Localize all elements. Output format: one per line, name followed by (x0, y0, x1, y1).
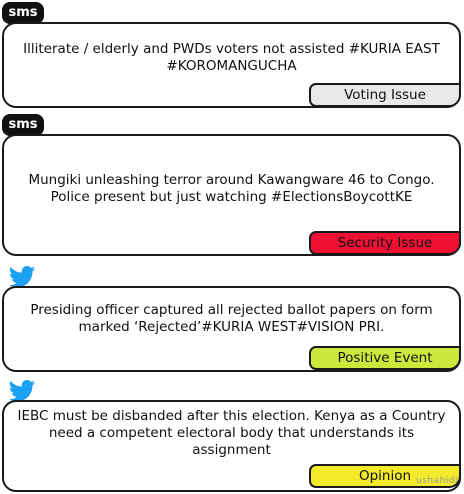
report-card-voting-issue[interactable] (2, 22, 461, 108)
sms-badge-label: sms (2, 114, 44, 136)
report-text: Illiterate / elderly and PWDs voters not assisted #KURIA EAST #KOROMANGUCHA (23, 41, 440, 74)
report-text: IEBC must be disbanded after this election. Kenya as a Country need a competent electoral body that understands its assignment (17, 408, 446, 458)
category-tag-opinion[interactable]: Opinion (309, 464, 461, 488)
report-text: Mungiki unleashing terror around Kawangware 46 to Congo. Police present but just watching #ElectionsBoycottKE (28, 172, 435, 205)
report-text: Presiding officer captured all rejected ballot papers on form marked ‘Rejected’#KURIA WEST#VISION PRI. (30, 302, 433, 335)
twitter-icon (8, 380, 36, 402)
report-card-positive-event[interactable] (2, 286, 461, 372)
watermark: ushahidi (415, 476, 458, 486)
category-tag-positive-event[interactable]: Positive Event (309, 346, 461, 370)
sms-badge-label: sms (2, 2, 44, 24)
twitter-icon (8, 266, 36, 288)
category-tag-security-issue[interactable]: Security Issue (309, 231, 461, 255)
report-card-security-issue[interactable] (2, 134, 461, 256)
category-tag-voting-issue[interactable]: Voting Issue (309, 83, 461, 107)
report-card-opinion[interactable] (2, 400, 461, 492)
